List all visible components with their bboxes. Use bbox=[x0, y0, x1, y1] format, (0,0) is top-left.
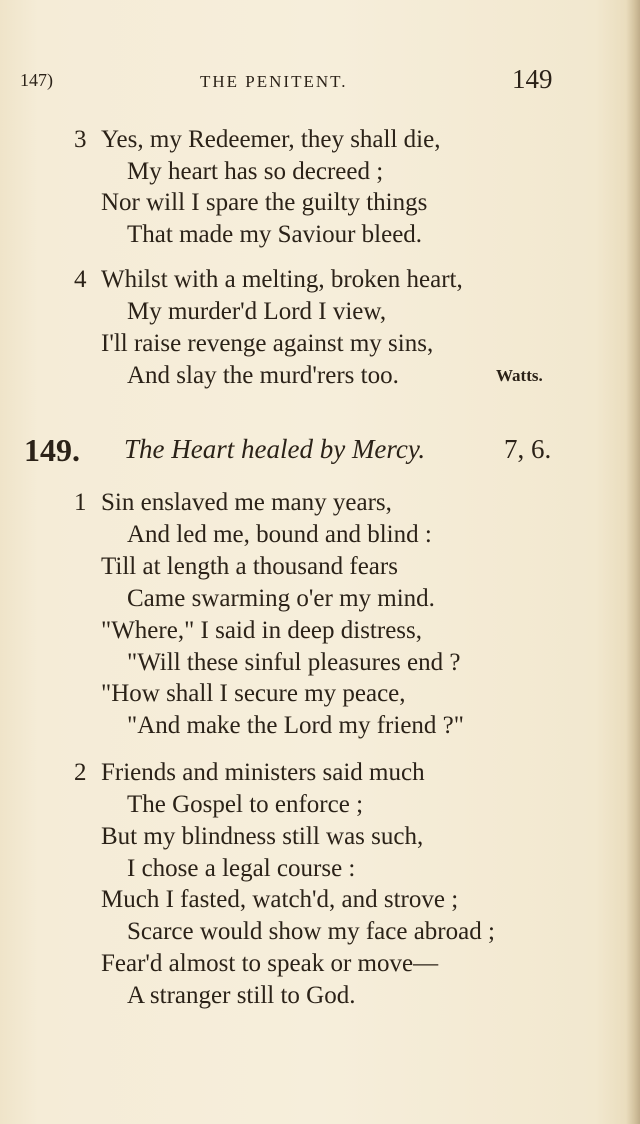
verse-line: But my blindness still was such, bbox=[101, 823, 424, 850]
verse-line: Whilst with a melting, broken heart, bbox=[101, 266, 463, 293]
verse-line: And slay the murd'rers too. bbox=[127, 362, 399, 389]
verse-line: Sin enslaved me many years, bbox=[101, 489, 392, 516]
running-title: THE PENITENT. bbox=[200, 72, 348, 91]
verse-line: And led me, bound and blind : bbox=[127, 521, 432, 548]
verse-line: "Will these sinful pleasures end ? bbox=[127, 649, 461, 676]
verse-line: Yes, my Redeemer, they shall die, bbox=[101, 126, 441, 153]
verse-line: Friends and ministers said much bbox=[101, 759, 425, 786]
verse-line: My murder'd Lord I view, bbox=[127, 298, 387, 325]
author-attribution: Watts. bbox=[496, 366, 543, 385]
verse-line: I'll raise revenge against my sins, bbox=[101, 330, 434, 357]
verse-line: "How shall I secure my peace, bbox=[101, 680, 406, 707]
verse-line: Till at length a thousand fears bbox=[101, 553, 398, 580]
verse-line: That made my Saviour bleed. bbox=[127, 221, 423, 248]
verse-line: I chose a legal course : bbox=[127, 855, 356, 882]
verse-number: 3 bbox=[74, 126, 87, 153]
verse-line: The Gospel to enforce ; bbox=[127, 791, 364, 818]
verse-line: Scarce would show my face abroad ; bbox=[127, 918, 495, 945]
verse-line: A stranger still to God. bbox=[127, 982, 356, 1009]
verse-number: 2 bbox=[74, 759, 87, 786]
hymn-number: 149. bbox=[24, 432, 80, 468]
verse-number: 4 bbox=[74, 266, 87, 293]
hymn-meter: 7, 6. bbox=[504, 434, 552, 464]
hymn-title: The Heart healed by Mercy. bbox=[124, 434, 426, 464]
verse-line: "Where," I said in deep distress, bbox=[101, 617, 423, 644]
verse-line: "And make the Lord my friend ?" bbox=[127, 712, 464, 739]
verse-line: Nor will I spare the guilty things bbox=[101, 189, 428, 216]
verse-line: My heart has so decreed ; bbox=[127, 158, 384, 185]
hymn-reference: 147) bbox=[20, 70, 53, 90]
verse-line: Much I fasted, watch'd, and strove ; bbox=[101, 886, 459, 913]
verse-number: 1 bbox=[74, 489, 87, 516]
verse-line: Came swarming o'er my mind. bbox=[127, 585, 435, 612]
page-edge-shadow bbox=[626, 0, 640, 1124]
page-header bbox=[0, 62, 640, 98]
verse-line: Fear'd almost to speak or move— bbox=[101, 950, 439, 977]
page-number: 149 bbox=[512, 64, 553, 94]
